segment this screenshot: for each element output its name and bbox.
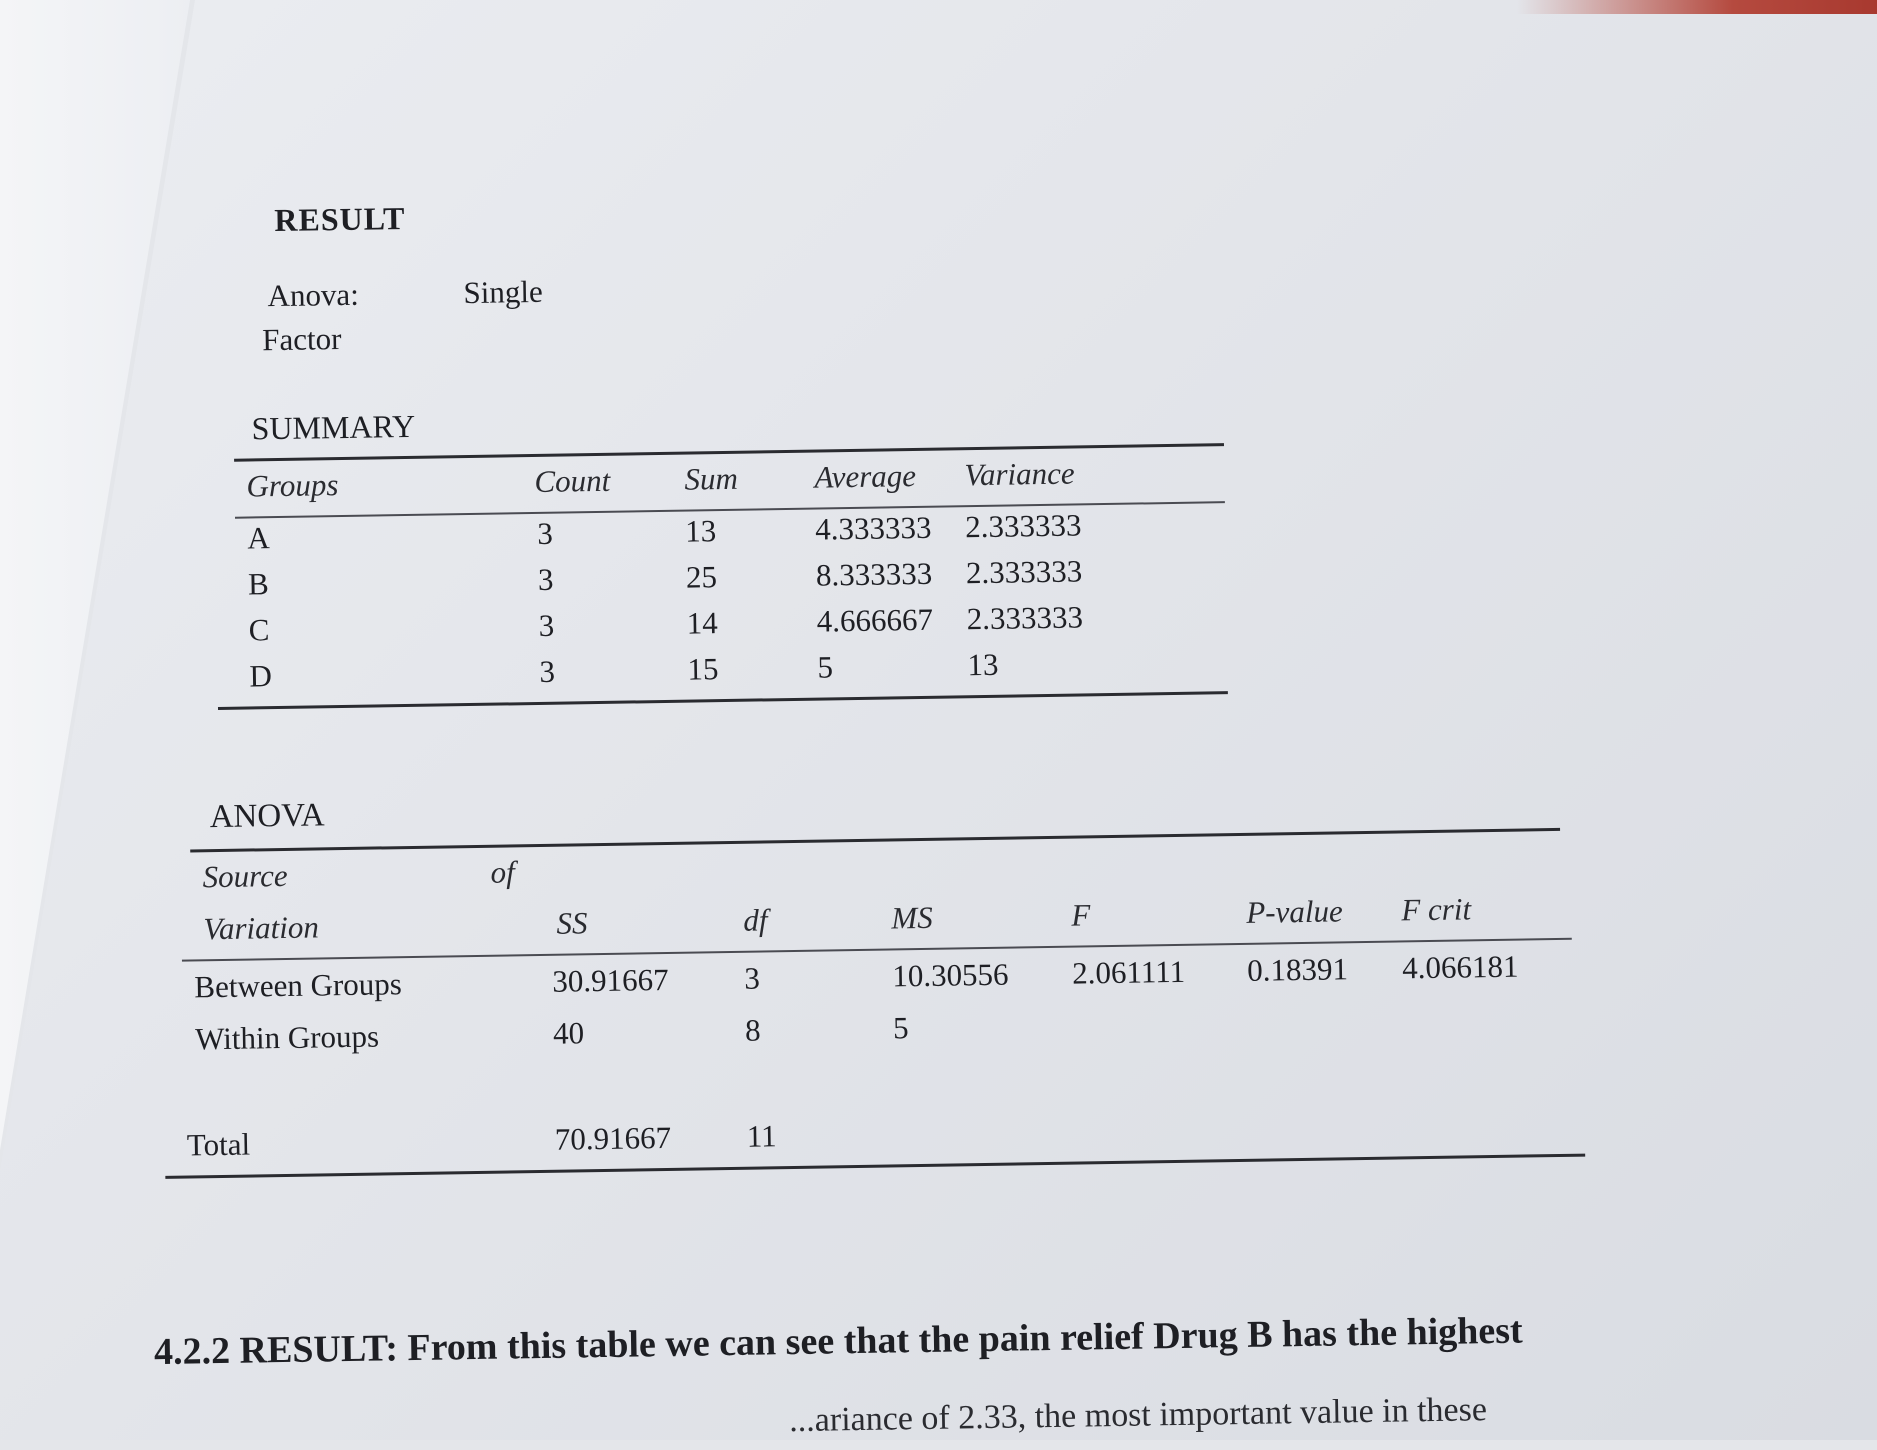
summary-header-average: Average [814, 458, 917, 495]
book-cover-edge [1517, 0, 1877, 14]
summary-sum-a: 13 [684, 513, 717, 549]
summary-sum-b: 25 [685, 559, 718, 595]
summary-average-d: 5 [817, 649, 834, 685]
anova-source-within: Within Groups [194, 1018, 380, 1057]
summary-average-b: 8.333333 [815, 555, 933, 593]
anova-header-ms: MS [891, 899, 933, 936]
anova-header-of: of [490, 854, 515, 890]
summary-average-a: 4.333333 [814, 509, 932, 547]
summary-average-c: 4.666667 [816, 601, 934, 639]
summary-count-a: 3 [537, 515, 554, 551]
anova-ss-within: 40 [552, 1015, 585, 1051]
summary-count-b: 3 [537, 561, 554, 597]
summary-variance-a: 2.333333 [964, 507, 1082, 545]
summary-variance-c: 2.333333 [966, 599, 1084, 637]
summary-group-d: D [249, 658, 273, 694]
anova-ms-between: 10.30556 [892, 956, 1009, 994]
summary-sum-c: 14 [686, 605, 718, 641]
summary-count-c: 3 [538, 607, 555, 643]
anova-df-between: 3 [744, 960, 761, 996]
summary-header-groups: Groups [246, 467, 339, 504]
anova-source-between: Between Groups [194, 966, 403, 1005]
anova-label-line2: Factor [261, 321, 342, 358]
anova-header-f: F [1071, 897, 1091, 933]
anova-header-fcrit: F crit [1401, 891, 1472, 928]
anova-source-total: Total [186, 1126, 251, 1163]
summary-header-variance: Variance [964, 455, 1075, 493]
result-paragraph: 4.2.2 RESULT: From this table we can see that the pain relief Drug B has the highest [153, 1309, 1523, 1374]
summary-title: SUMMARY [251, 407, 416, 447]
summary-header-count: Count [534, 462, 611, 499]
anova-label-single: Single [463, 273, 543, 311]
anova-ss-between: 30.91667 [552, 961, 669, 999]
anova-header-variation: Variation [203, 909, 320, 947]
summary-group-c: C [248, 612, 270, 648]
anova-header-df: df [743, 902, 768, 938]
summary-variance-b: 2.333333 [965, 553, 1083, 591]
anova-ms-within: 5 [892, 1010, 909, 1046]
anova-header-source: Source [202, 857, 288, 895]
summary-header-sum: Sum [684, 460, 739, 497]
result-heading: RESULT [274, 199, 406, 239]
anova-pvalue-between: 0.18391 [1246, 951, 1349, 988]
anova-title: ANOVA [209, 797, 325, 836]
anova-df-total: 11 [746, 1118, 777, 1154]
summary-group-b: B [247, 566, 270, 602]
summary-variance-d: 13 [967, 646, 999, 683]
anova-fcrit-between: 4.066181 [1401, 948, 1519, 986]
summary-count-d: 3 [539, 653, 556, 689]
summary-group-a: A [247, 520, 270, 556]
anova-header-pvalue: P-value [1246, 893, 1343, 930]
anova-df-within: 8 [744, 1012, 761, 1048]
anova-f-between: 2.061111 [1071, 953, 1186, 991]
anova-header-ss: SS [556, 905, 588, 941]
anova-ss-total: 70.91667 [554, 1119, 672, 1157]
anova-label-line1: Anova: [267, 276, 360, 314]
summary-sum-d: 15 [687, 651, 719, 687]
cutoff-paragraph-line: ...ariance of 2.33, the most important value in these [788, 1391, 1488, 1440]
